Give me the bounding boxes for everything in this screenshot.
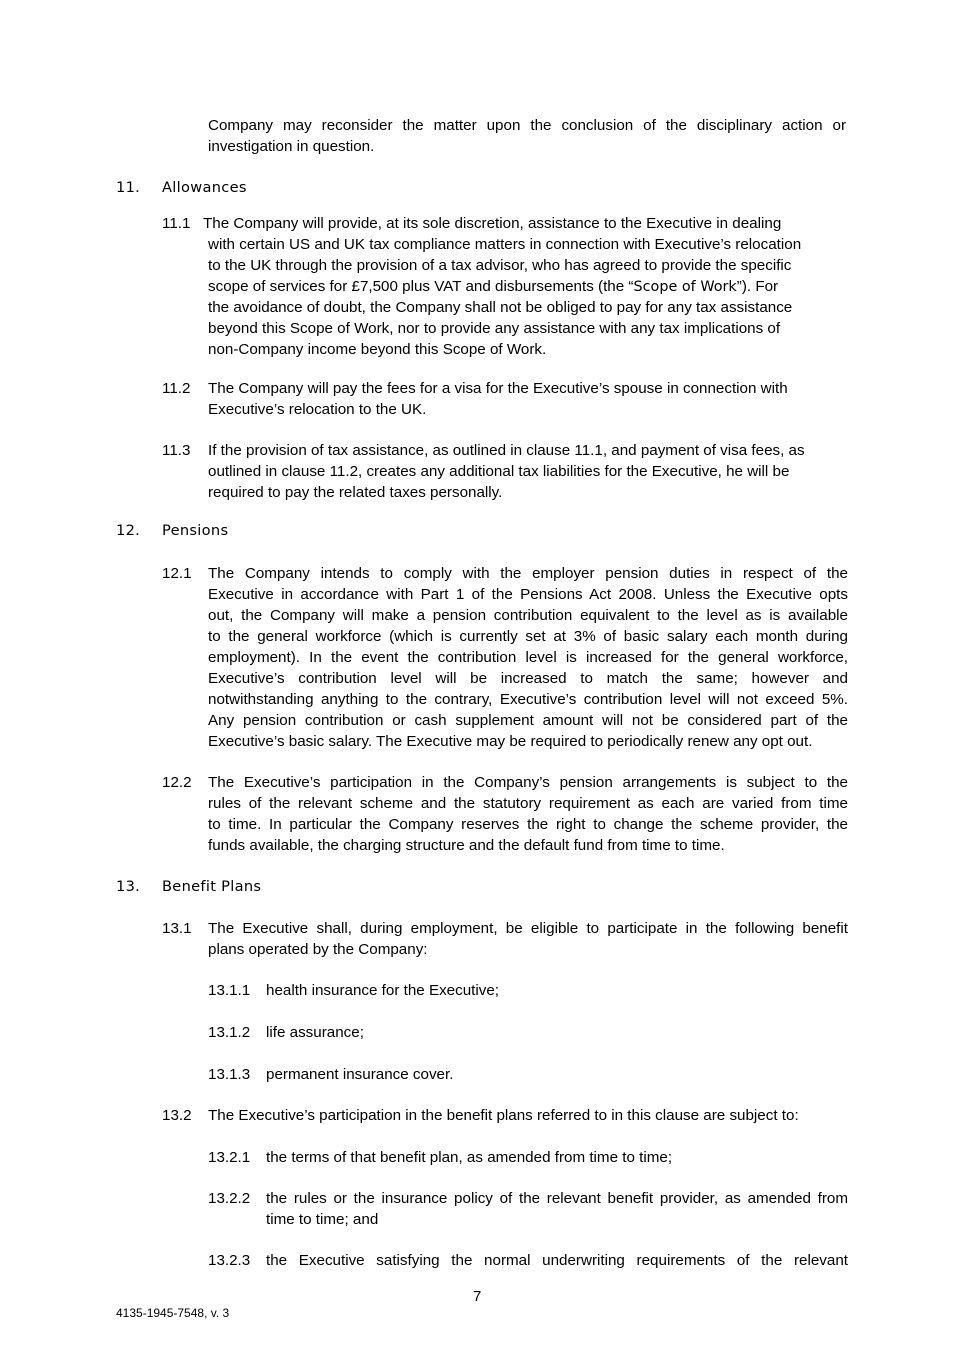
subclause-text: health insurance for the Executive; xyxy=(266,982,500,999)
clause-11-1-text: scope of services for £7,500 plus VAT and disbursements (the “ xyxy=(208,278,634,295)
subclause-number: 13.1.3 xyxy=(208,1066,251,1083)
clause-13-1-line: plans operated by the Company: xyxy=(208,941,428,958)
clause-12-1-line: The Company intends to comply with the employer pension duties in respect of the xyxy=(208,565,848,582)
clause-12-1-line: Executive in accordance with Part 1 of the Pensions Act 2008. Unless the Executive opts xyxy=(208,586,848,603)
section-11-number: 11. xyxy=(116,179,141,196)
section-13-title: Benefit Plans xyxy=(162,878,262,895)
subclause-text: the Executive satisfying the normal underwriting requirements of the relevant xyxy=(266,1252,848,1269)
clause-13-1-line: The Executive shall, during employment, be eligible to participate in the following benefit xyxy=(208,920,848,937)
subclause-number: 13.2.2 xyxy=(208,1190,251,1207)
clause-11-2-number: 11.2 xyxy=(162,380,191,397)
clause-11-2-line: Executive’s relocation to the UK. xyxy=(208,401,427,418)
clause-11-3-line: outlined in clause 11.2, creates any additional tax liabilities for the Executive, he will be xyxy=(208,463,790,480)
page-number: 7 xyxy=(473,1288,482,1305)
clause-12-1-line: Executive’s contribution level will be increased to match the same; however and xyxy=(208,670,848,687)
subclause-text: time to time; and xyxy=(266,1211,379,1228)
clause-13-2-number: 13.2 xyxy=(162,1107,192,1124)
clause-12-2-line: The Executive’s participation in the Company’s pension arrangements is subject to the xyxy=(208,774,848,791)
clause-12-1-line: Any pension contribution or cash supplement amount will not be considered part of the xyxy=(208,712,848,729)
subclause-number: 13.2.3 xyxy=(208,1252,251,1269)
clause-11-1-text: ”). For xyxy=(736,278,779,295)
subclause-text: the rules or the insurance policy of the relevant benefit provider, as amended from xyxy=(266,1190,848,1207)
subclause-text: life assurance; xyxy=(266,1024,364,1041)
clause-11-2-line: The Company will pay the fees for a visa for the Executive’s spouse in connection with xyxy=(208,380,788,397)
subclause-number: 13.2.1 xyxy=(208,1149,251,1166)
clause-12-2-number: 12.2 xyxy=(162,774,192,791)
clause-12-1-line: employment). In the event the contribution level is increased for the general workforce, xyxy=(208,649,848,666)
clause-12-2-line: to time. In particular the Company reserves the right to change the scheme provider, the xyxy=(208,816,848,833)
scope-of-work-term: Scope of Work xyxy=(633,279,737,295)
section-13-number: 13. xyxy=(116,878,141,895)
section-12-title: Pensions xyxy=(162,522,229,539)
clause-13-1-number: 13.1 xyxy=(162,920,192,937)
clause-12-1-line: out, the Company will make a pension contribution equivalent to the level as is available xyxy=(208,607,848,624)
document-reference: 4135-1945-7548, v. 3 xyxy=(116,1306,230,1320)
clause-11-1-line: non-Company income beyond this Scope of Work. xyxy=(208,341,547,358)
clause-11-1-number: 11.1 xyxy=(162,215,191,232)
clause-12-1-line: Executive’s basic salary. The Executive may be required to periodically renew any opt out. xyxy=(208,733,813,750)
clause-11-1-line xyxy=(208,276,778,298)
intro-line-2: investigation in question. xyxy=(208,138,375,155)
subclause-number: 13.1.1 xyxy=(208,982,251,999)
clause-12-2-line: rules of the relevant scheme and the statutory requirement as each are varied from time xyxy=(208,795,848,812)
clause-12-1-number: 12.1 xyxy=(162,565,192,582)
clause-12-2-line: funds available, the charging structure and the default fund from time to time. xyxy=(208,837,725,854)
subclause-text: permanent insurance cover. xyxy=(266,1066,454,1083)
clause-13-2-line: The Executive’s participation in the benefit plans referred to in this clause are subject to: xyxy=(208,1107,799,1124)
clause-11-1-line: the avoidance of doubt, the Company shall not be obliged to pay for any tax assistance xyxy=(208,299,793,316)
clause-11-1-line: The Company will provide, at its sole discretion, assistance to the Executive in dealing xyxy=(203,215,782,232)
clause-12-1-line: notwithstanding anything to the contrary, Executive’s contribution level will not exceed 5%. xyxy=(208,691,848,708)
subclause-text: the terms of that benefit plan, as amended from time to time; xyxy=(266,1149,673,1166)
clause-11-3-number: 11.3 xyxy=(162,442,191,459)
section-11-title: Allowances xyxy=(162,179,247,196)
clause-11-3-line: required to pay the related taxes personally. xyxy=(208,484,503,501)
clause-11-1-line: to the UK through the provision of a tax advisor, who has agreed to provide the specific xyxy=(208,257,792,274)
clause-11-1-line: with certain US and UK tax compliance matters in connection with Executive’s relocation xyxy=(208,236,802,253)
clause-11-1-line: beyond this Scope of Work, nor to provide any assistance with any tax implications of xyxy=(208,320,781,337)
clause-12-1-line: to the general workforce (which is currently set at 3% of basic salary each month during xyxy=(208,628,848,645)
section-12-number: 12. xyxy=(116,522,141,539)
clause-11-3-line: If the provision of tax assistance, as outlined in clause 11.1, and payment of visa fees, as xyxy=(208,442,805,459)
intro-line-1: Company may reconsider the matter upon the conclusion of the disciplinary action or xyxy=(208,117,846,134)
subclause-number: 13.1.2 xyxy=(208,1024,251,1041)
